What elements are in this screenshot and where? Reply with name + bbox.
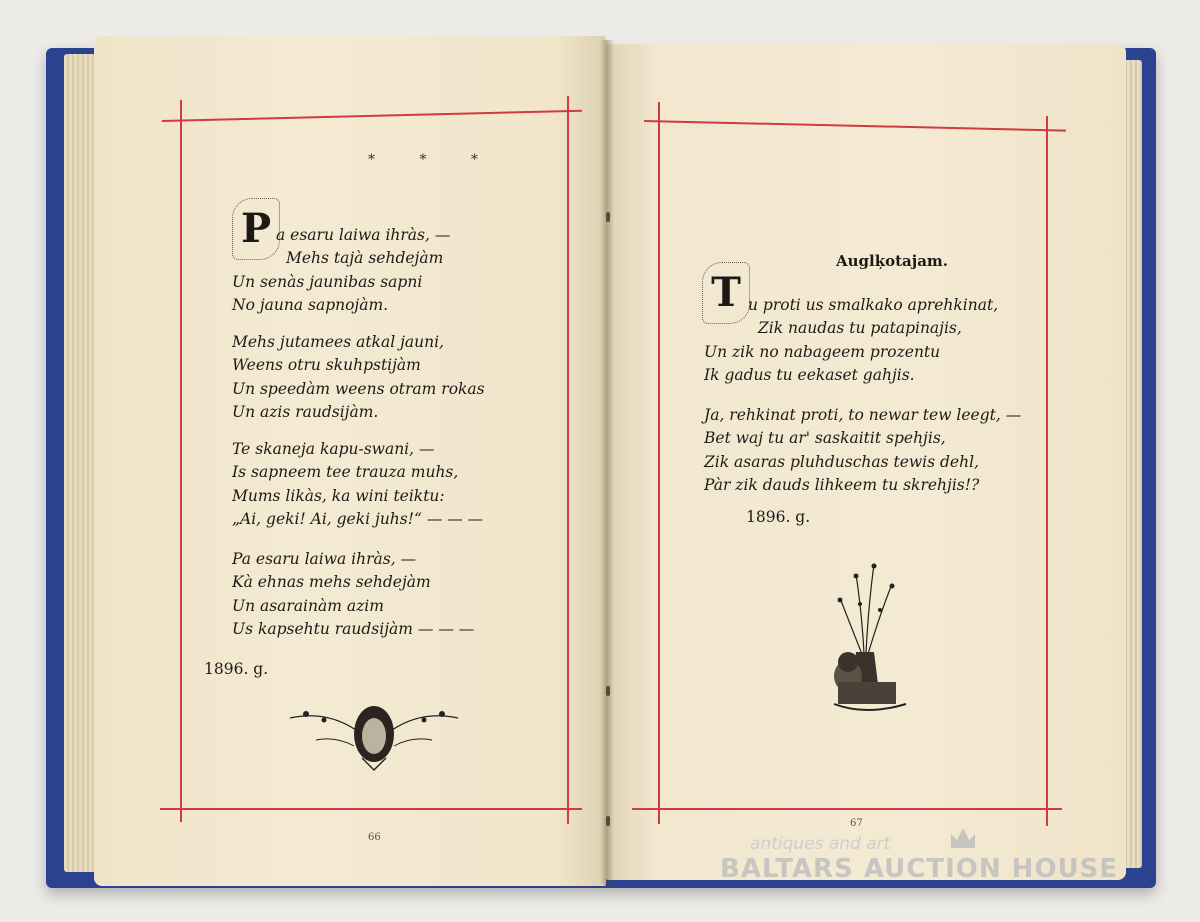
poem-line: Is sapneem tee trauza muhs, xyxy=(232,463,459,482)
willow-vase-cherub-illustration-icon xyxy=(826,554,916,720)
frame-line-right-outer xyxy=(1046,116,1048,826)
auction-house-watermark xyxy=(720,826,1160,896)
frame-line-right-inner xyxy=(658,102,660,824)
poem-line: Ik gadus tu eekaset gahjis. xyxy=(704,366,915,385)
binding-stitch xyxy=(606,686,610,696)
watermark-line1: antiques and art xyxy=(750,834,891,854)
drop-cap-p: P xyxy=(236,204,276,256)
poem-line: Un senàs jaunibas sapni xyxy=(232,273,423,291)
crown-icon xyxy=(948,826,978,852)
frame-line-left-inner xyxy=(567,96,569,824)
poem-line: Mums likàs, ka wini teiktu: xyxy=(232,486,445,505)
poem-left-stanza-1-cont xyxy=(232,271,422,318)
poem-line: a esaru laiwa ihràs, — xyxy=(276,226,451,244)
poem-line: Te skaneja kapu-swani, — xyxy=(232,440,435,458)
poem-left-stanza-4 xyxy=(232,548,474,641)
poem-line: Weens otru skuhpstijàm xyxy=(232,356,421,375)
poem-right-stanza-1-cont xyxy=(704,341,940,388)
page-number-right: 67 xyxy=(850,818,863,829)
poem-left-stanza-2 xyxy=(232,331,485,424)
poem-line: Pa esaru laiwa ihràs, — xyxy=(232,550,417,568)
poem-line: Bet waj tu ar' saskaitit spehjis, xyxy=(704,429,946,448)
frame-line-left-outer xyxy=(180,100,182,822)
poem-left-stanza-3 xyxy=(232,438,483,531)
floral-vignette-icon xyxy=(286,700,462,772)
poem-line: Ja, rehkinat proti, to newar tew leegt, — xyxy=(704,406,1022,424)
poem-line: Kà ehnas mehs sehdejàm xyxy=(232,573,431,592)
frame-line-bottom-right xyxy=(632,808,1062,810)
watermark-line2: BALTARS AUCTION HOUSE xyxy=(720,854,1119,884)
poem-line: Un azis raudsijàm. xyxy=(232,402,379,421)
poem-line: Un zik no nabageem prozentu xyxy=(704,343,941,361)
binding-stitch xyxy=(606,212,610,222)
poem-line: Pàr zik dauds lihkeem tu skrehjis!? xyxy=(704,475,980,494)
book-gutter xyxy=(600,40,614,885)
poem-left-stanza-1 xyxy=(276,224,450,271)
poem-line: Zik naudas tu patapinajis, xyxy=(758,319,962,338)
poem-line: Un speedàm weens otram rokas xyxy=(232,379,485,398)
poem-line: „Ai, geki! Ai, geki juhs!“ — — — xyxy=(232,509,484,528)
poem-line: Zik asaras pluhduschas tewis dehl, xyxy=(704,452,979,471)
poem-line: No jauna sapnojàm. xyxy=(232,296,389,315)
poem-line: Un asarainàm azim xyxy=(232,596,384,615)
drop-cap-t: T xyxy=(706,268,746,320)
poem-title: Auglķotajam. xyxy=(836,252,949,270)
ornament-stars: * * * xyxy=(368,152,498,168)
poem-right-stanza-2 xyxy=(704,404,1021,497)
poem-line: Us kapsehtu raudsijàm — — — xyxy=(232,619,475,638)
poem-date-right: 1896. g. xyxy=(746,508,811,526)
poem-date-left: 1896. g. xyxy=(204,660,269,678)
poem-line: Mehs jutamees atkal jauni, xyxy=(232,333,444,351)
frame-line-bottom-left xyxy=(160,808,582,810)
page-number-left: 66 xyxy=(368,832,381,843)
poem-right-stanza-1-start xyxy=(748,294,998,341)
binding-stitch xyxy=(606,816,610,826)
poem-line: u proti us smalkako aprehkinat, xyxy=(748,296,999,314)
poem-line: Mehs tajà sehdejàm xyxy=(286,249,444,268)
